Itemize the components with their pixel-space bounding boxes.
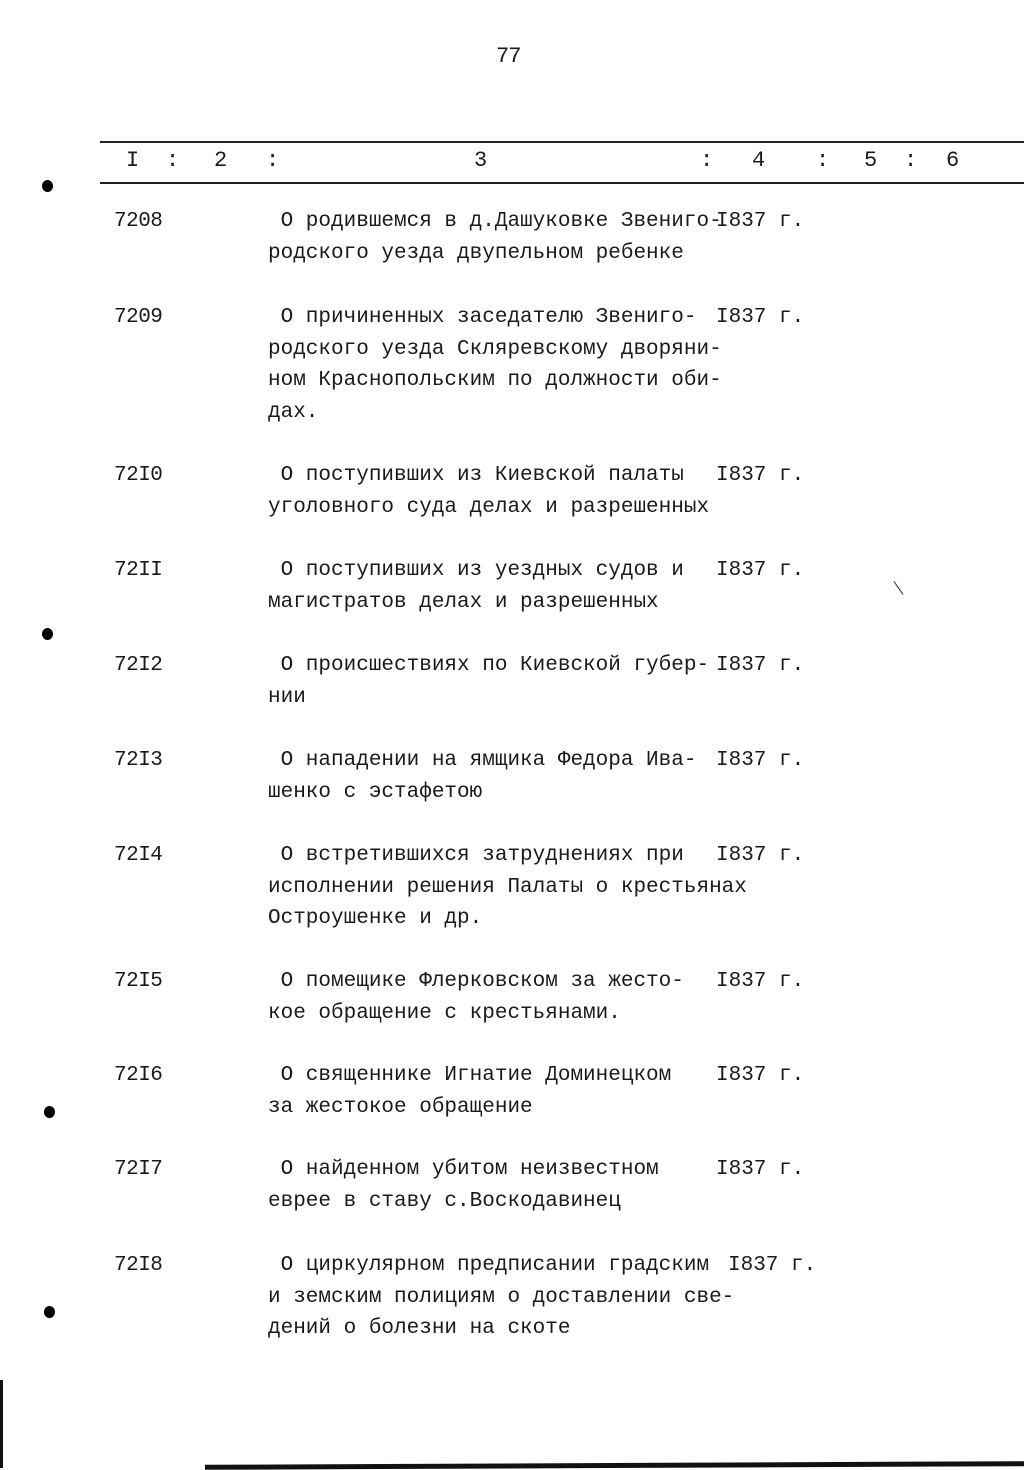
entry-description (268, 302, 728, 428)
entry-year: I837 г. (728, 1254, 817, 1277)
punch-hole-icon (42, 180, 53, 192)
description-line: и земским полициям о доставлении све- (268, 1285, 735, 1309)
stray-pen-mark (894, 581, 904, 595)
description-line: магистратов делах и разрешенных (268, 590, 659, 614)
description-line: Остроушенке и др. (268, 907, 483, 930)
description-line: О происшествиях по Киевской губер- (268, 654, 710, 677)
entry-year: I837 г. (716, 749, 805, 772)
entry-number: 72I3 (114, 749, 163, 772)
description-line: О помещике Флерковском за жесто- (268, 970, 684, 993)
entry-number: 72I4 (114, 844, 163, 867)
column-header-6: 6 (946, 148, 960, 173)
entry-year: I837 г. (716, 844, 805, 867)
description-line: О причиненных заседателю Звениго- (268, 306, 697, 329)
entry-description (268, 966, 728, 1029)
entry-year: I837 г. (716, 306, 805, 329)
description-line: нии (268, 685, 306, 709)
description-line: О циркулярном предписании градским (268, 1254, 710, 1277)
entry-year: I837 г. (716, 654, 805, 677)
header-rule-top (100, 141, 1024, 143)
entry-description (268, 840, 747, 935)
entry-description (268, 206, 728, 269)
entry-number: 72II (114, 559, 163, 582)
entry-year: I837 г. (716, 970, 805, 993)
punch-hole-icon (44, 1106, 55, 1118)
entry-description (268, 460, 728, 523)
column-header-3: 3 (474, 148, 488, 173)
description-line: уголовного суда делах и разрешенных (268, 495, 710, 519)
entry-description (268, 1154, 728, 1217)
column-header-1: I (126, 148, 140, 173)
description-line: О найденном убитом неизвестном (268, 1158, 659, 1181)
entry-number: 72I6 (114, 1064, 163, 1087)
description-line: О нападении на ямщика Федора Ива- (268, 749, 697, 772)
column-header-row (0, 148, 1024, 176)
description-line: О родившемся в д.Дашуковке Звениго- (268, 210, 722, 233)
scan-bottom-edge (205, 1461, 1024, 1470)
description-line: О встретившихся затруднениях при (268, 844, 684, 867)
entry-number: 72I2 (114, 654, 163, 677)
column-separator: : (700, 148, 714, 173)
entry-description (268, 1060, 728, 1123)
description-line: дений о болезни на скоте (268, 1317, 571, 1340)
scan-left-edge (0, 1380, 3, 1468)
entry-number: 72I0 (114, 464, 163, 487)
description-line: за жестокое обращение (268, 1095, 533, 1119)
column-separator: : (816, 148, 830, 173)
description-line: исполнении решения Палаты о крестьянах (268, 875, 747, 899)
description-line: родского уезда Скляревскому дворяни- (268, 337, 722, 361)
entry-year: I837 г. (716, 1064, 805, 1087)
entry-number: 7209 (114, 306, 163, 329)
entry-year: I837 г. (716, 1158, 805, 1181)
description-line: О поступивших из Киевской палаты (268, 464, 684, 487)
entry-description (268, 745, 728, 808)
description-line: еврее в ставу с.Воскодавинец (268, 1189, 621, 1213)
entry-number: 7208 (114, 210, 163, 233)
header-rule-bottom (100, 182, 1024, 184)
entry-year: I837 г. (716, 559, 805, 582)
entry-number: 72I5 (114, 970, 163, 993)
entry-description (268, 555, 728, 618)
punch-hole-icon (42, 628, 53, 640)
entry-description (268, 650, 728, 713)
column-separator: : (904, 148, 918, 173)
column-header-2: 2 (214, 148, 228, 173)
description-line: родского уезда двупельном ребенке (268, 241, 684, 265)
page-number: 77 (496, 44, 521, 69)
column-separator: : (266, 148, 280, 173)
description-line: ном Краснопольским по должности оби- (268, 369, 722, 392)
description-line: дах. (268, 400, 319, 424)
column-header-4: 4 (752, 148, 766, 173)
description-line: О священнике Игнатие Доминецком (268, 1064, 672, 1087)
entry-description (268, 1250, 735, 1345)
description-line: шенко с эстафетою (268, 780, 483, 804)
description-line: О поступивших из уездных судов и (268, 559, 684, 582)
entry-year: I837 г. (716, 210, 805, 233)
punch-hole-icon (44, 1306, 55, 1318)
description-line: кое обращение с крестьянами. (268, 1001, 621, 1025)
entry-number: 72I7 (114, 1158, 163, 1181)
column-separator: : (166, 148, 180, 173)
column-header-5: 5 (864, 148, 878, 173)
entry-year: I837 г. (716, 464, 805, 487)
entry-number: 72I8 (114, 1254, 163, 1277)
